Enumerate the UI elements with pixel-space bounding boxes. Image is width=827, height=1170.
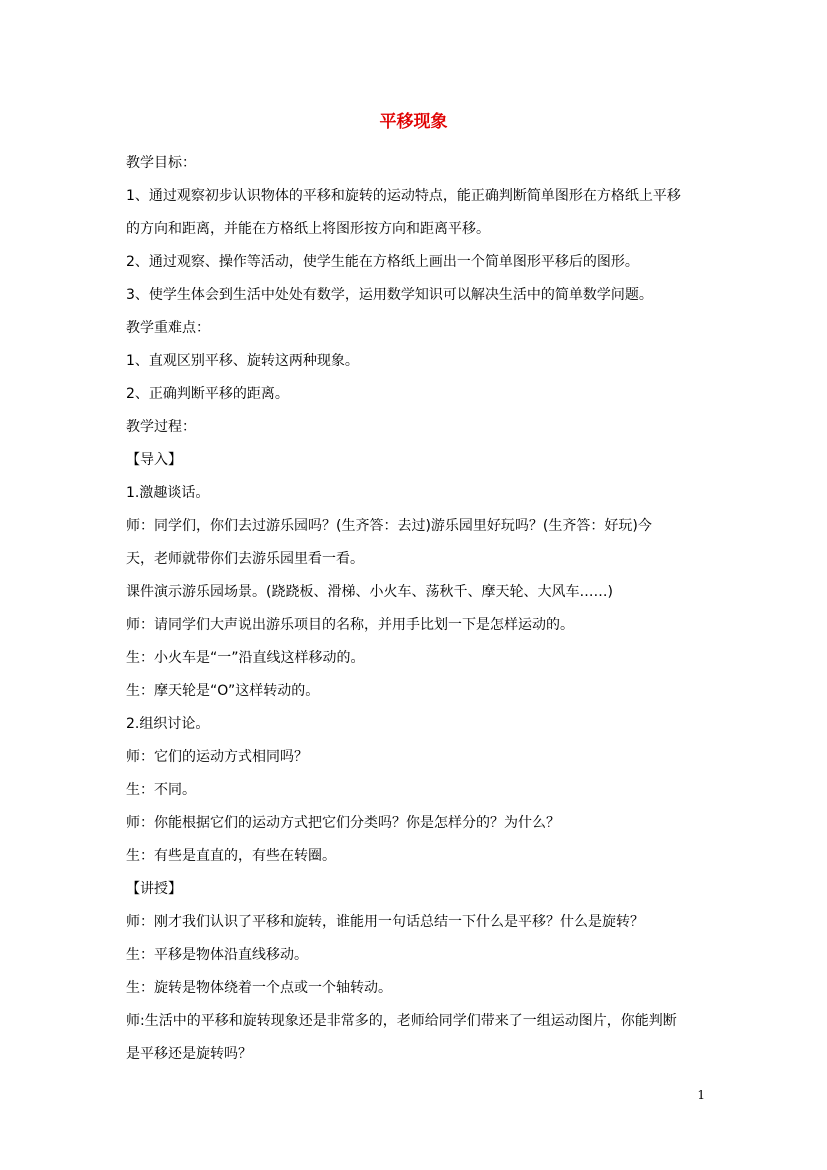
paragraph-line: 师：同学们，你们去过游乐园吗？(生齐答：去过)游乐园里好玩吗？(生齐答：好玩)今: [126, 518, 652, 534]
paragraph-line: 的方向和距离，并能在方格纸上将图形按方向和距离平移。: [126, 221, 490, 237]
paragraph-line: 2、通过观察、操作等活动，使学生能在方格纸上画出一个简单图形平移后的图形。: [126, 254, 639, 270]
paragraph-line: 1.激趣谈话。: [126, 485, 210, 501]
paragraph-line: 2、正确判断平移的距离。: [126, 386, 289, 402]
document-title: 平移现象: [379, 112, 448, 132]
paragraph-line: 生：旋转是物体绕着一个点或一个轴转动。: [126, 980, 392, 996]
paragraph-line: 1、通过观察初步认识物体的平移和旋转的运动特点，能正确判断简单图形在方格纸上平移: [126, 188, 681, 204]
paragraph-line: 生：平移是物体沿直线移动。: [126, 947, 308, 963]
paragraph-line: 生：有些是直直的，有些在转圈。: [126, 848, 336, 864]
paragraph-line: 师：它们的运动方式相同吗？: [126, 749, 308, 765]
section-heading-key-points: 教学重难点：: [126, 320, 210, 336]
section-heading-lecture: 【讲授】: [126, 881, 182, 897]
paragraph-line: 2.组织讨论。: [126, 716, 210, 732]
paragraph-line: 生：摩天轮是“O”这样转动的。: [126, 683, 320, 699]
page-number: 1: [697, 1088, 705, 1102]
paragraph-line: 师：刚才我们认识了平移和旋转，谁能用一句话总结一下什么是平移？什么是旋转？: [126, 914, 644, 930]
section-heading-intro: 【导入】: [126, 452, 182, 468]
section-heading-process: 教学过程：: [126, 419, 196, 435]
paragraph-line: 生：不同。: [126, 782, 196, 798]
paragraph-line: 师：请同学们大声说出游乐项目的名称，并用手比划一下是怎样运动的。: [126, 617, 574, 633]
paragraph-line: 师:生活中的平移和旋转现象还是非常多的，老师给同学们带来了一组运动图片，你能判断: [126, 1013, 677, 1029]
paragraph-line: 1、直观区别平移、旋转这两种现象。: [126, 353, 359, 369]
paragraph-line: 课件演示游乐园场景。(跷跷板、滑梯、小火车、荡秋千、摩天轮、大风车……): [126, 584, 613, 600]
paragraph-line: 生：小火车是“一”沿直线这样移动的。: [126, 650, 365, 666]
document-body: [126, 147, 702, 1071]
paragraph-line: 师：你能根据它们的运动方式把它们分类吗？你是怎样分的？为什么？: [126, 815, 560, 831]
paragraph-line: 天，老师就带你们去游乐园里看一看。: [126, 551, 364, 567]
paragraph-line: 是平移还是旋转吗？: [126, 1046, 252, 1062]
paragraph-line: 3、使学生体会到生活中处处有数学，运用数学知识可以解决生活中的简单数学问题。: [126, 287, 653, 303]
section-heading-objectives: 教学目标：: [126, 155, 196, 171]
